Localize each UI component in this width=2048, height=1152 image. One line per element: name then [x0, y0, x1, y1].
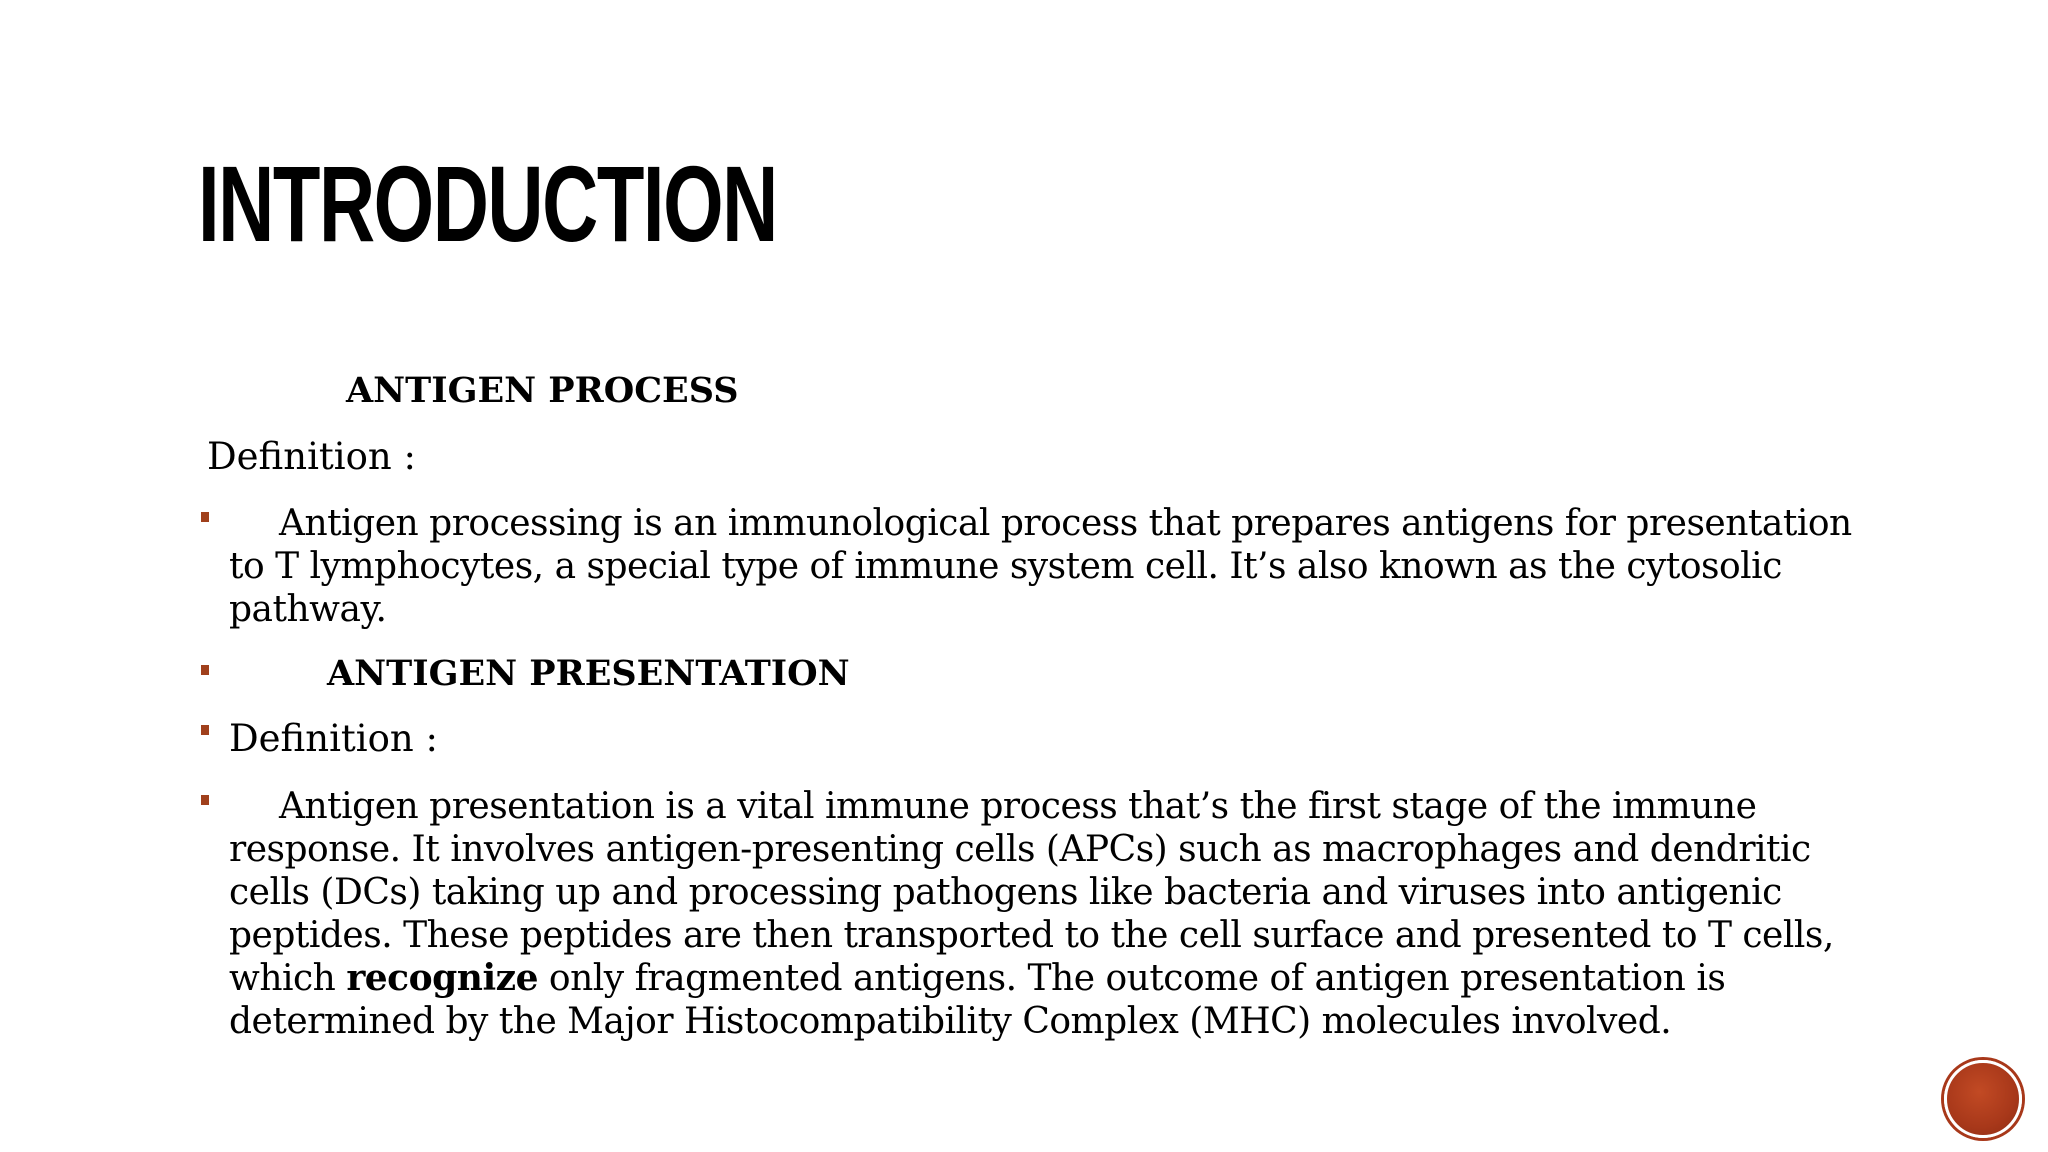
page-number-badge — [1944, 1060, 2022, 1138]
heading-antigen-process: ANTIGEN PROCESS — [346, 370, 739, 411]
heading-antigen-presentation: ANTIGEN PRESENTATION — [327, 653, 850, 694]
bullet-marker-2 — [201, 665, 209, 675]
definition-label-1: Definition : — [207, 435, 416, 478]
bullet-marker-4 — [201, 795, 209, 805]
slide-title: INTRODUCTION — [198, 143, 777, 264]
bullet-marker-3 — [201, 725, 209, 735]
keyword-recognize: recognize — [346, 957, 538, 999]
paragraph-antigen-presentation-text-start: Antigen presentation is a vital immune process that’s the first stage of the immune response. It involves antigen-presenting cells (APCs) such as macrophages and dendritic cells (DCs) taking up and processing pathogens like bacteria and viruses into antigenic peptides. These peptides are then transported to the cell surface and presented to T cells, which — [229, 786, 1834, 999]
paragraph-antigen-processing-text: Antigen processing is an immunological process that prepares antigens for presentation to T lymphocytes, a special type of immune system cell. It’s also known as the cytosolic pathway. — [229, 503, 1852, 630]
paragraph-antigen-processing — [229, 502, 1889, 631]
paragraph-antigen-presentation — [229, 785, 1889, 1043]
paragraph-antigen-presentation-text-end: only fragmented antigens. The outcome of antigen presentation is determined by the Major Histocompatibility Complex (MHC) molecules involved. — [229, 958, 1726, 1042]
bullet-marker-1 — [201, 512, 209, 522]
definition-label-2: Definition : — [229, 717, 438, 760]
